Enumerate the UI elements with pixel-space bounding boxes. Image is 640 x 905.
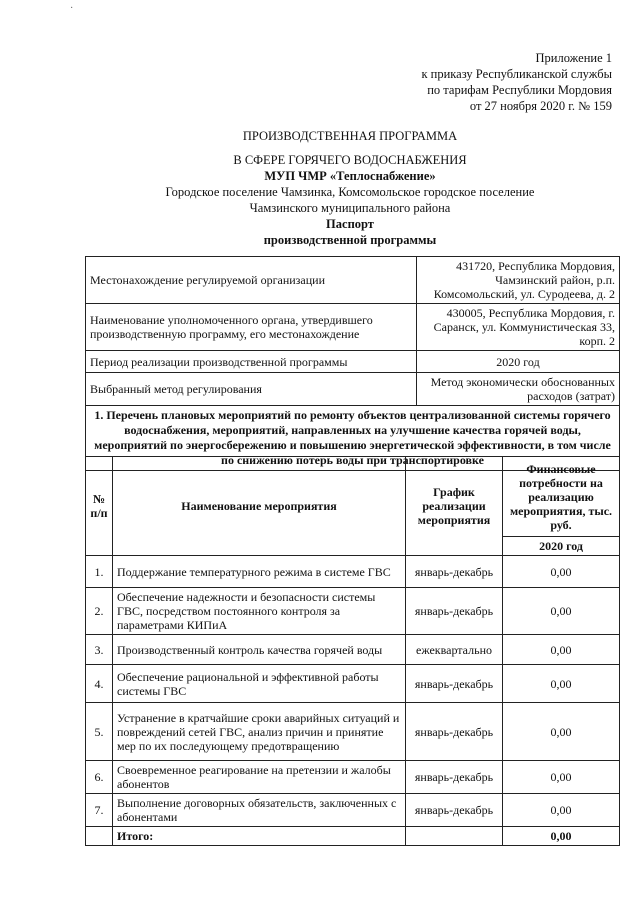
value-line: Чамзинский район, р.п. xyxy=(495,273,615,287)
column-header-year: 2020 год xyxy=(503,537,620,556)
total-label: Итого: xyxy=(113,827,406,846)
passport-label: Наименование уполномоченного органа, утвердившего производственную программу, его местонахождение xyxy=(86,304,417,351)
row-number: 5. xyxy=(86,703,113,761)
value-line: Метод экономически обоснованных xyxy=(430,375,615,389)
total-number-cell xyxy=(86,827,113,846)
passport-subtitle: производственной программы xyxy=(263,233,437,247)
header-row xyxy=(86,457,620,537)
passport-value xyxy=(417,373,620,406)
value-line: расходов (затрат) xyxy=(527,389,615,403)
activity-name: Обеспечение рациональной и эффективной работы системы ГВС xyxy=(113,665,406,703)
activity-schedule: январь-декабрь xyxy=(406,703,503,761)
activity-amount: 0,00 xyxy=(503,761,620,794)
value-line: 431720, Республика Мордовия, xyxy=(456,259,615,273)
section-heading: 1. Перечень плановых мероприятий по ремонту объектов централизованной системы горячего водоснабжения, мероприятий, направленных на улучшение качества горячей воды, мероприятий по энергосбережению и повышению энергетической эффективности, в том числе по снижению потерь воды при транспортировке xyxy=(86,406,620,471)
row-number: 1. xyxy=(86,556,113,588)
passport-table xyxy=(85,256,620,471)
value-line: Саранск, ул. Коммунистическая 33, xyxy=(433,320,615,334)
activity-schedule: ежеквартально xyxy=(406,635,503,665)
activity-schedule: январь-декабрь xyxy=(406,665,503,703)
value-line: Комсомольский, ул. Суродеева, д. 2 xyxy=(433,287,615,301)
appendix-line: от 27 ноября 2020 г. № 159 xyxy=(469,99,612,113)
activity-name: Обеспечение надежности и безопасности системы ГВС, посредством постоянного контроля за параметрами КИПиА xyxy=(113,588,406,635)
passport-label: Местонахождение регулируемой организации xyxy=(86,257,417,304)
activity-name: Поддержание температурного режима в системе ГВС xyxy=(113,556,406,588)
organization-name: МУП ЧМР «Теплоснабжение» xyxy=(264,169,436,183)
table-row xyxy=(86,556,620,588)
appendix-line: Приложение 1 xyxy=(535,51,612,65)
appendix-line: к приказу Республиканской службы xyxy=(421,67,612,81)
settlement-line: Чамзинского муниципального района xyxy=(249,201,451,215)
column-header-name: Наименование мероприятия xyxy=(113,457,406,556)
settlement-line: Городское поселение Чамзинка, Комсомольское городское поселение xyxy=(165,185,535,199)
activity-name: Выполнение договорных обязательств, заключенных с абонентами xyxy=(113,794,406,827)
total-row xyxy=(86,827,620,846)
total-schedule-cell xyxy=(406,827,503,846)
passport-label: Выбранный метод регулирования xyxy=(86,373,417,406)
table-row xyxy=(86,588,620,635)
activity-schedule: январь-декабрь xyxy=(406,794,503,827)
table-row xyxy=(86,304,620,351)
column-header-number: № п/п xyxy=(86,457,113,556)
passport-label: Период реализации производственной программы xyxy=(86,351,417,373)
column-header-finance: Финансовые потребности на реализацию мероприятия, тыс. руб. xyxy=(503,457,620,537)
activity-amount: 0,00 xyxy=(503,703,620,761)
table-row xyxy=(86,703,620,761)
activity-name: Устранение в кратчайшие сроки аварийных ситуаций и повреждений сетей ГВС, анализ причин и принятие мер по их последующему предотвращению xyxy=(113,703,406,761)
table-row xyxy=(86,761,620,794)
table-row xyxy=(86,794,620,827)
document-title xyxy=(80,128,620,248)
appendix-line: по тарифам Республики Мордовия xyxy=(427,83,612,97)
activity-amount: 0,00 xyxy=(503,556,620,588)
activity-amount: 0,00 xyxy=(503,794,620,827)
value-line: 430005, Республика Мордовия, г. xyxy=(446,306,615,320)
activity-name: Своевременное реагирование на претензии и жалобы абонентов xyxy=(113,761,406,794)
passport-value: 2020 год xyxy=(417,351,620,373)
row-number: 6. xyxy=(86,761,113,794)
activity-schedule: январь-декабрь xyxy=(406,556,503,588)
passport-value xyxy=(417,257,620,304)
title-line: ПРОИЗВОДСТВЕННАЯ ПРОГРАММА xyxy=(242,129,458,143)
activity-name: Производственный контроль качества горячей воды xyxy=(113,635,406,665)
passport-value xyxy=(417,304,620,351)
column-header-schedule: График реализации мероприятия xyxy=(406,457,503,556)
table-row xyxy=(86,257,620,304)
activity-schedule: январь-декабрь xyxy=(406,761,503,794)
passport-title: Паспорт xyxy=(326,217,374,231)
row-number: 2. xyxy=(86,588,113,635)
title-line: В СФЕРЕ ГОРЯЧЕГО ВОДОСНАБЖЕНИЯ xyxy=(233,153,467,167)
activity-amount: 0,00 xyxy=(503,588,620,635)
activity-schedule: январь-декабрь xyxy=(406,588,503,635)
table-row xyxy=(86,373,620,406)
row-number: 3. xyxy=(86,635,113,665)
table-row xyxy=(86,665,620,703)
row-number: 4. xyxy=(86,665,113,703)
total-amount: 0,00 xyxy=(503,827,620,846)
appendix-block xyxy=(352,50,612,114)
table-row xyxy=(86,351,620,373)
corner-mark: · xyxy=(70,3,74,14)
activity-amount: 0,00 xyxy=(503,665,620,703)
table-row xyxy=(86,635,620,665)
activity-amount: 0,00 xyxy=(503,635,620,665)
row-number: 7. xyxy=(86,794,113,827)
value-line: корп. 2 xyxy=(579,334,615,348)
activities-table xyxy=(85,456,620,846)
